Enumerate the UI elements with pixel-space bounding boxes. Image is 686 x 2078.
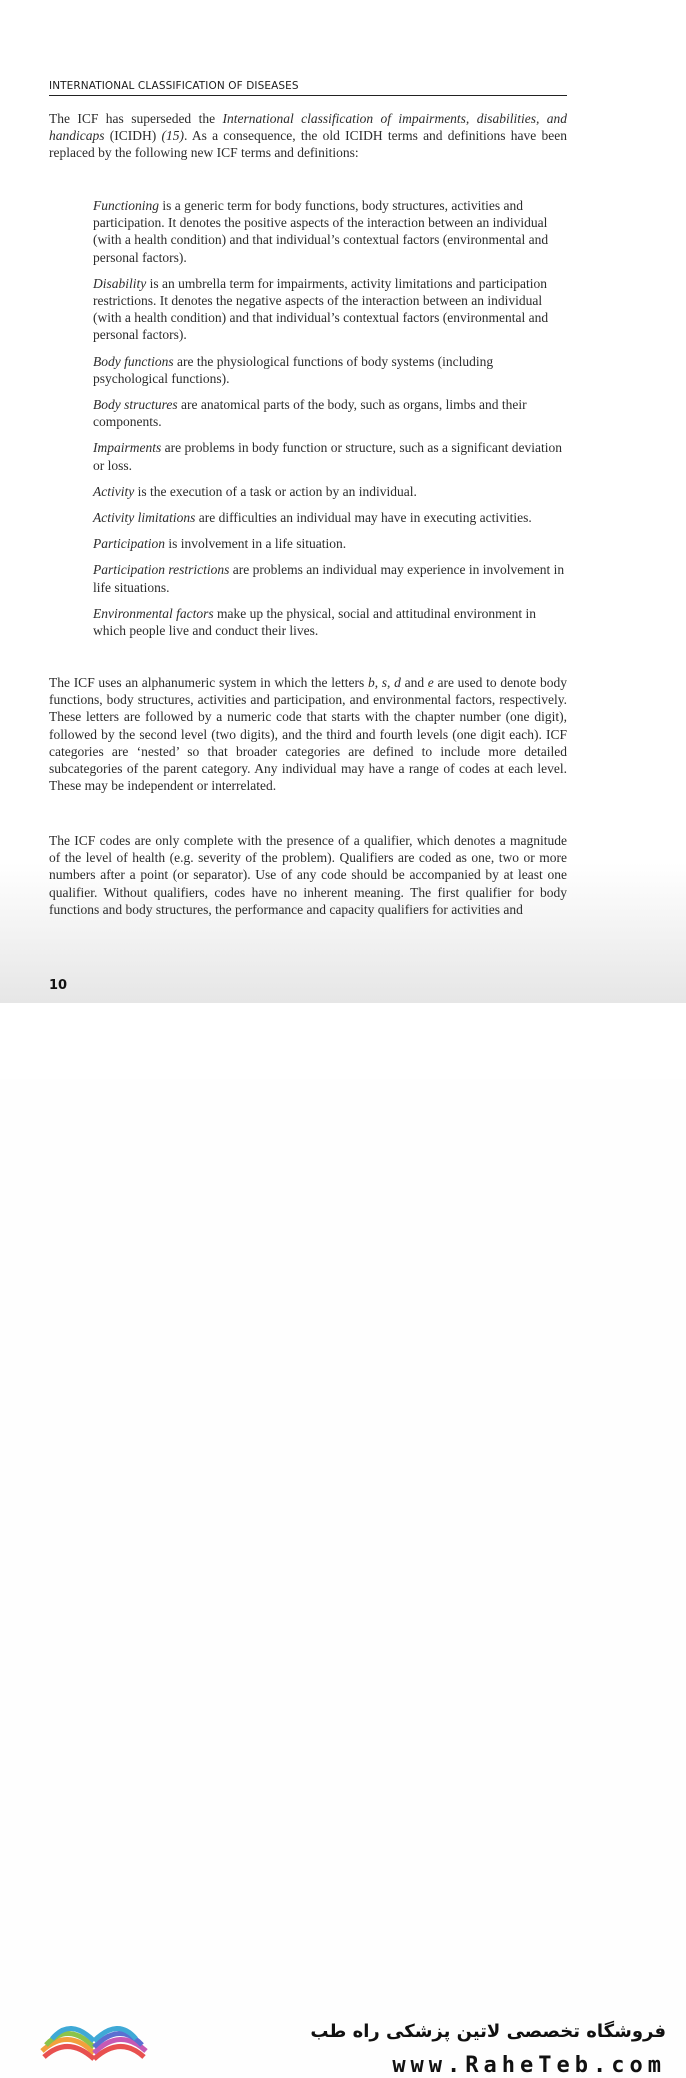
open-book-icon [38, 2015, 150, 2067]
definition-text: is the execution of a task or action by an individual. [134, 483, 417, 499]
definition-item [93, 396, 567, 430]
definition-text: make up the physical, social and attitudinal environment in which people live and conduct their lives. [93, 605, 537, 639]
para2-text-2: and [400, 675, 428, 690]
comma: , [374, 675, 382, 690]
definition-text: are problems in body function or structure, such as a significant deviation or loss. [93, 440, 563, 473]
definition-item [93, 483, 567, 500]
alphanumeric-paragraph [49, 674, 567, 794]
definition-item [93, 509, 567, 526]
definition-item [93, 535, 567, 552]
definition-term: Impairments [93, 440, 162, 456]
definition-term: Activity [93, 483, 135, 499]
intro-text-1: The ICF has superseded the [49, 111, 223, 126]
icidh-title: International classification of impairments, disabilities, and handicaps [49, 111, 567, 144]
page-number: 10 [49, 978, 68, 993]
shop-title: فروشگاه تخصصی لاتین پزشکی راه طب [310, 2021, 666, 2042]
definition-text: is a generic term for body functions, body structures, activities and participation. It denotes the positive aspects of the interaction between an individual (with a health condition) and that individual’s contextual factors (environmental and personal factors). [93, 198, 549, 265]
definition-text: is involvement in a life situation. [165, 536, 347, 552]
running-header: INTERNATIONAL CLASSIFICATION OF DISEASES [49, 80, 567, 96]
para2-text-3: are used to denote body functions, body structures, activities and participation, and environmental factors, respectively. These letters are followed by a numeric code that starts with the chapter number (one digit), followed by the second level (two digits), and the third and fourth levels (one digit each). ICF categories are ‘nested’ so that broader categories are defined to include more detailed subcategories of the parent category. Any individual may have a range of codes at each level. These may be independent or interrelated. [49, 675, 567, 794]
definition-item [93, 605, 567, 639]
definition-term: Environmental factors [93, 605, 214, 621]
intro-text-2: (ICIDH) [104, 128, 162, 144]
definition-text: is an umbrella term for impairments, activity limitations and participation restrictions. It denotes the negative aspects of the interaction between an individual (with a health condition) and that individual’s contextual factors (environmental and personal factors). [93, 275, 549, 343]
definition-term: Functioning [93, 198, 159, 213]
definition-item [93, 197, 567, 266]
shop-url-link[interactable]: www.RaheTeb.com [392, 2053, 666, 2078]
comma: , [387, 675, 395, 690]
definition-text: are the physiological functions of body systems (including psychological functions). [93, 353, 494, 386]
definition-item [93, 561, 567, 595]
definition-item [93, 275, 567, 344]
letter-b: b [367, 675, 375, 690]
definition-text: are difficulties an individual may have in executing activities. [195, 510, 532, 526]
definition-term: Body functions [93, 353, 174, 369]
document-page [0, 0, 686, 1003]
reference-number: (15) [161, 128, 184, 144]
definition-text: are anatomical parts of the body, such as organs, limbs and their components. [93, 397, 527, 430]
definition-term: Disability [93, 275, 147, 291]
letter-e: e [427, 675, 434, 690]
definition-term: Body structures [93, 397, 178, 413]
letter-s: s [381, 675, 388, 690]
definition-text: are problems an individual may experience in involvement in life situations. [93, 562, 565, 595]
qualifier-paragraph: The ICF codes are only complete with the presence of a qualifier, which denotes a magnitude of the level of health (e.g. severity of the problem). Qualifiers are coded as one, two or more numbers after a point (or separator). Use of any code should be accompanied by at least one qualifier. Without qualifiers, codes have no inherent meaning. The first qualifier for body functions and body structures, the performance and capacity qualifiers for activities and [49, 833, 567, 917]
definition-term: Participation [93, 536, 165, 552]
definition-item [93, 439, 567, 473]
letter-d: d [394, 675, 401, 690]
definition-term: Activity limitations [93, 510, 196, 526]
para2-text-1: The ICF uses an alphanumeric system in which the letters [49, 675, 368, 690]
definition-list [93, 197, 567, 648]
store-footer-banner [0, 1003, 686, 2078]
intro-paragraph [49, 110, 567, 162]
definition-term: Participation restrictions [93, 562, 230, 578]
intro-text-3: . As a consequence, the old ICIDH terms and definitions have been replaced by the following new ICF terms and definitions: [49, 128, 567, 161]
definition-item [93, 353, 567, 387]
